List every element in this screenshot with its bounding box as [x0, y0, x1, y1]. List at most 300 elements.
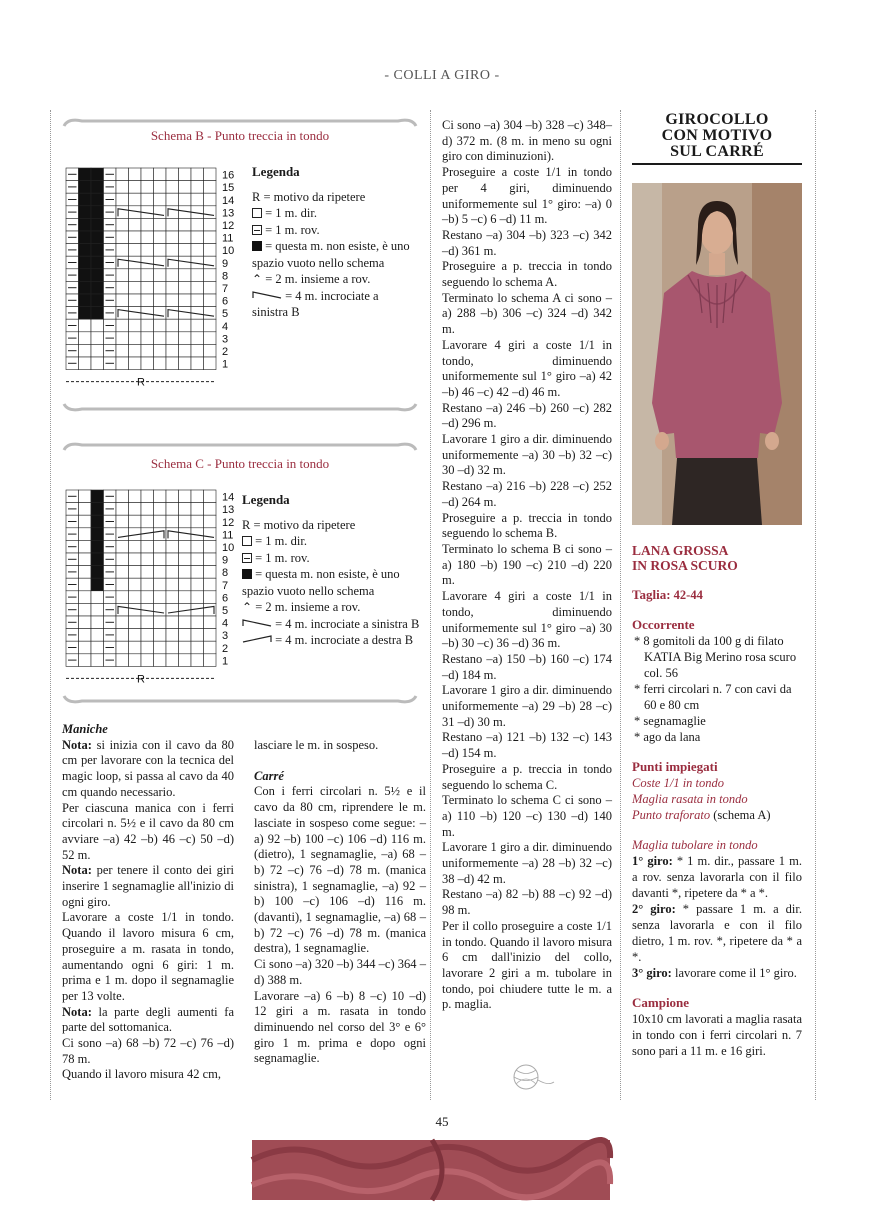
chart-cell — [204, 641, 217, 654]
chart-cell — [91, 566, 104, 579]
legend-item: = 4 m. incrociate a sinistra B — [242, 616, 422, 633]
chart-cell — [79, 181, 92, 194]
chart-cell — [179, 181, 192, 194]
chart-cell — [79, 231, 92, 244]
chart-cell — [91, 319, 104, 332]
chart-cell — [179, 515, 192, 528]
chart-cell — [154, 206, 167, 219]
chart-cell — [79, 218, 92, 231]
chart-cell — [91, 616, 104, 629]
paragraph: Lavorare 1 giro a dir. diminuendo uniformemente –a) 29 –b) 28 –c) 31 –d) 30 m. — [442, 683, 612, 729]
chart-cell — [166, 344, 179, 357]
chart-cell — [91, 654, 104, 667]
paragraph: Lavorare a coste 1/1 in tondo. Quando il lavoro misura 6 cm, proseguire a m. rasata in tondo, aumentando ogni 6 giri: 1 m. prima e 1 m. dopo il segnamaglie per 13 volte. — [62, 910, 234, 1003]
chart-cell — [129, 540, 142, 553]
chart-cell — [91, 553, 104, 566]
chart-cell — [154, 294, 167, 307]
chart-cell — [129, 193, 142, 206]
chart-cell — [116, 193, 129, 206]
chart-cell — [191, 515, 204, 528]
sidebar — [632, 112, 802, 1059]
chart-cell — [79, 503, 92, 516]
chart-cell — [166, 490, 179, 503]
chart-cell — [141, 616, 154, 629]
chart-cell — [141, 244, 154, 257]
chart-cell — [91, 578, 104, 591]
chart-cell — [141, 566, 154, 579]
chart-cell — [179, 654, 192, 667]
chart-cell — [154, 256, 167, 269]
paragraph: Per ciascuna manica con i ferri circolari n. 5½ e il cavo da 80 cm avviare –a) 42 –b) 46 –c) 50 –d) 52 m. — [62, 800, 234, 862]
chart-cell — [91, 490, 104, 503]
legend-item: = questa m. non esiste, è uno spazio vuoto nello schema — [242, 567, 400, 598]
column-rule — [430, 110, 431, 1100]
chart-cell — [166, 218, 179, 231]
chart-cell — [191, 269, 204, 282]
chart-row-number: 7 — [222, 283, 229, 295]
chart-cell — [166, 540, 179, 553]
column-rule — [50, 110, 51, 1100]
chart-cell — [141, 319, 154, 332]
schema-c-chart — [64, 488, 235, 693]
chart-cell — [141, 344, 154, 357]
running-header: - COLLI A GIRO - — [384, 68, 500, 83]
chart-cell — [204, 307, 217, 320]
chart-cell — [91, 193, 104, 206]
chart-cell — [79, 553, 92, 566]
chart-cell — [166, 503, 179, 516]
chart-cell — [154, 503, 167, 516]
chart-cell — [179, 244, 192, 257]
chart-cell — [154, 332, 167, 345]
chart-cell — [91, 307, 104, 320]
chart-cell — [154, 357, 167, 370]
chart-cell — [191, 490, 204, 503]
chart-row-number: 13 — [222, 504, 235, 517]
chart-cell — [91, 218, 104, 231]
chart-cell — [91, 231, 104, 244]
chart-row-number: 6 — [222, 592, 229, 605]
chart-cell — [204, 193, 217, 206]
column-rule — [815, 110, 816, 1100]
schema-b-chart — [64, 166, 235, 396]
chart-cell — [154, 540, 167, 553]
chart-cell — [91, 244, 104, 257]
chart-cell — [166, 629, 179, 642]
chart-cell — [116, 629, 129, 642]
chart-row-number: 2 — [222, 346, 229, 358]
chart-cell — [204, 540, 217, 553]
chart-cell — [116, 294, 129, 307]
chart-cell — [179, 503, 192, 516]
chart-cell — [204, 578, 217, 591]
chart-cell — [179, 641, 192, 654]
legend-title: Legenda — [252, 164, 300, 179]
chart-cell — [191, 553, 204, 566]
legend-item: ⌃ = 2 m. insieme a rov. — [252, 272, 371, 286]
chart-cell — [166, 357, 179, 370]
repeat-label: R — [137, 376, 145, 389]
instruction: 3° giro: lavorare come il 1° giro. — [632, 966, 797, 980]
chart-row-number: 10 — [222, 245, 235, 258]
stitch-item: Coste 1/1 in tondo — [632, 776, 725, 790]
chart-cell — [79, 344, 92, 357]
chart-cell — [79, 269, 92, 282]
chart-cell — [79, 578, 92, 591]
chart-cell — [154, 603, 167, 616]
chart-cell — [141, 193, 154, 206]
chart-cell — [116, 566, 129, 579]
knit-texture-photo — [252, 1140, 610, 1200]
paragraph: Con i ferri circolari n. 5½ e il cavo da 80 cm, riprendere le m. lasciate in sospeso come segue: –a) 92 –b) 100 –c) 106 –d) 116 m. (dietro), 1 segnamaglie, –a) 68 –b) 72 –c) 76 –d) 78 m. (manica sinistra), 1 segnamaglie, –a) 92 –b) 100 –c) 106 –d) 116 m. (davanti), 1 segnamaglie, –a) 68 –b) 72 –c) 76 –d) 78 m. (manica destra), 1 segnamaglie. — [254, 784, 426, 956]
chart-cell — [116, 269, 129, 282]
chart-cell — [116, 168, 129, 181]
chart-cell — [129, 553, 142, 566]
stitch-item: Maglia rasata in tondo — [632, 792, 748, 806]
paragraph: Nota: la parte degli aumenti fa parte del sottomanica. — [62, 1004, 234, 1035]
chart-cell — [166, 654, 179, 667]
chart-cell — [91, 357, 104, 370]
paragraph: Restano –a) 304 –b) 323 –c) 342 –d) 361 m. — [442, 227, 612, 258]
chart-row-number: 12 — [222, 220, 235, 232]
chart-cell — [154, 515, 167, 528]
chart-cell — [154, 616, 167, 629]
paragraph: Nota: si inizia con il cavo da 80 cm per lavorare con la tecnica del magic loop, si passa al cavo da 40 cm quando necessario. — [62, 737, 234, 799]
chart-row-number: 3 — [222, 333, 229, 346]
chart-cell — [116, 357, 129, 370]
chart-cell — [179, 168, 192, 181]
chart-cell — [91, 344, 104, 357]
chart-row-number: 10 — [222, 542, 235, 554]
gauge-text: 10x10 cm lavorati a maglia rasata in tondo con i ferri circolari n. 7 sono pari a 11 m. e 16 giri. — [632, 1012, 802, 1058]
chart-cell — [204, 528, 217, 541]
chart-cell — [166, 603, 179, 616]
chart-cell — [191, 244, 204, 257]
chart-cell — [179, 344, 192, 357]
scroll-divider-top — [62, 440, 418, 452]
list-item: * segnamaglie — [634, 714, 706, 728]
chart-cell — [179, 357, 192, 370]
chart-cell — [179, 578, 192, 591]
paragraph: Terminato lo schema B ci sono –a) 180 –b) 190 –c) 210 –d) 220 m. — [442, 541, 612, 588]
chart-cell — [79, 616, 92, 629]
chart-cell — [79, 357, 92, 370]
chart-cell — [166, 578, 179, 591]
chart-cell — [166, 332, 179, 345]
chart-cell — [79, 193, 92, 206]
chart-row-number: 1 — [222, 655, 229, 668]
chart-row-number: 4 — [222, 320, 229, 333]
list-item: * ago da lana — [634, 730, 701, 744]
chart-cell — [204, 654, 217, 667]
chart-cell — [91, 332, 104, 345]
chart-cell — [116, 319, 129, 332]
chart-row-number: 12 — [222, 516, 235, 529]
chart-cell — [91, 206, 104, 219]
chart-cell — [204, 566, 217, 579]
chart-cell — [191, 344, 204, 357]
paragraph: Per il collo proseguire a coste 1/1 in tondo. Quando il lavoro misura 6 cm dall'inizio del collo, lavorare 2 giri a m. tubolare in tondo, poi chiudere tutte le m. a p. maglia. — [442, 918, 612, 1012]
chart-cell — [116, 344, 129, 357]
chart-cell — [129, 641, 142, 654]
chart-cell — [91, 629, 104, 642]
chart-cell — [129, 319, 142, 332]
chart-cell — [166, 181, 179, 194]
chart-cell — [179, 490, 192, 503]
chart-cell — [91, 528, 104, 541]
chart-cell — [116, 281, 129, 294]
chart-cell — [204, 490, 217, 503]
chart-cell — [204, 244, 217, 257]
chart-cell — [79, 540, 92, 553]
paragraph: Proseguire a p. treccia in tondo seguendo lo schema A. — [442, 259, 612, 290]
chart-cell — [91, 540, 104, 553]
chart-cell — [204, 319, 217, 332]
legend-item: R = motivo da ripetere — [242, 517, 356, 532]
chart-cell — [116, 244, 129, 257]
schema-c-title: Schema C - Punto treccia in tondo — [150, 456, 330, 471]
chart-cell — [129, 231, 142, 244]
paragraph: Lavorare 4 giri a coste 1/1 in tondo, diminuendo uniformemente sul 1° giro –a) 30 –b) 30 –c) 36 –d) 36 m. — [442, 589, 612, 651]
chart-cell — [129, 281, 142, 294]
chart-cell — [91, 181, 104, 194]
paragraph: lasciare le m. in sospeso. — [254, 738, 379, 752]
chart-cell — [154, 654, 167, 667]
instruction: 1° giro: * 1 m. dir., passare 1 m. a rov. senza lavorarla con il filo davanti *, ripetere da * a *. — [632, 854, 802, 900]
chart-cell — [116, 490, 129, 503]
chart-cell — [179, 629, 192, 642]
chart-row-number: 13 — [222, 207, 235, 220]
chart-cell — [191, 566, 204, 579]
chart-cell — [129, 578, 142, 591]
chart-cell — [129, 629, 142, 642]
paragraph: Restano –a) 82 –b) 88 –c) 92 –d) 98 m. — [442, 887, 612, 918]
chart-cell — [204, 281, 217, 294]
chart-cell — [79, 490, 92, 503]
yarn-ball-ornament — [496, 1062, 556, 1092]
chart-cell — [191, 281, 204, 294]
chart-cell — [166, 244, 179, 257]
chart-cell — [79, 629, 92, 642]
paragraph: Restano –a) 246 –b) 260 –c) 282 –d) 296 m. — [442, 400, 612, 431]
chart-cell — [179, 591, 192, 604]
chart-cell — [141, 269, 154, 282]
chart-cell — [166, 553, 179, 566]
chart-cell — [91, 256, 104, 269]
chart-cell — [166, 515, 179, 528]
chart-cell — [129, 654, 142, 667]
chart-cell — [166, 193, 179, 206]
paragraph: Nota: per tenere il conto dei giri inserire 1 segnamaglie all'inizio di ogni giro. — [62, 863, 234, 909]
chart-cell — [79, 319, 92, 332]
repeat-label: R — [137, 673, 145, 686]
paragraph: Lavorare 4 giri a coste 1/1 in tondo, diminuendo uniformemente sul 1° giro –a) 42 –b) 46 –c) 42 –d) 46 m. — [442, 337, 612, 399]
chart-cell — [79, 591, 92, 604]
section-heading: Maniche — [62, 722, 108, 736]
chart-row-number: 9 — [222, 257, 229, 270]
chart-cell — [91, 281, 104, 294]
chart-cell — [141, 218, 154, 231]
chart-cell — [141, 629, 154, 642]
chart-cell — [79, 256, 92, 269]
chart-cell — [179, 332, 192, 345]
chart-cell — [91, 503, 104, 516]
chart-cell — [191, 591, 204, 604]
chart-cell — [141, 168, 154, 181]
chart-cell — [179, 553, 192, 566]
chart-cell — [204, 616, 217, 629]
chart-cell — [204, 503, 217, 516]
chart-cell — [191, 168, 204, 181]
chart-cell — [154, 168, 167, 181]
paragraph: Terminato lo schema C ci sono –a) 110 –b) 120 –c) 130 –d) 140 m. — [442, 793, 612, 839]
chart-cell — [191, 654, 204, 667]
paragraph: Proseguire a p. treccia in tondo seguendo lo schema B. — [442, 510, 612, 541]
chart-cell — [191, 181, 204, 194]
chart-cell — [116, 528, 129, 541]
chart-cell — [166, 168, 179, 181]
chart-row-number: 15 — [222, 182, 235, 195]
chart-cell — [179, 193, 192, 206]
text-column-3 — [442, 118, 612, 1013]
chart-cell — [154, 553, 167, 566]
chart-cell — [154, 181, 167, 194]
chart-cell — [129, 168, 142, 181]
chart-cell — [191, 629, 204, 642]
legend-item: = questa m. non esiste, è uno spazio vuoto nello schema — [252, 239, 410, 270]
chart-cell — [141, 654, 154, 667]
tubolare-heading: Maglia tubolare in tondo — [632, 838, 758, 852]
chart-cell — [204, 344, 217, 357]
chart-cell — [166, 616, 179, 629]
legend-item: = 1 m. dir. — [252, 205, 417, 222]
chart-row-number: 11 — [222, 232, 234, 245]
chart-cell — [141, 231, 154, 244]
chart-cell — [191, 641, 204, 654]
chart-row-number: 16 — [222, 169, 235, 182]
chart-cell — [141, 578, 154, 591]
chart-row-number: 14 — [222, 491, 235, 504]
chart-cell — [166, 281, 179, 294]
chart-cell — [79, 294, 92, 307]
chart-cell — [204, 269, 217, 282]
chart-cell — [116, 591, 129, 604]
chart-cell — [154, 244, 167, 257]
chart-cell — [116, 515, 129, 528]
chart-cell — [204, 256, 217, 269]
chart-cell — [191, 218, 204, 231]
chart-cell — [129, 344, 142, 357]
chart-cell — [154, 566, 167, 579]
chart-cell — [91, 641, 104, 654]
schema-c-panel — [62, 440, 418, 710]
chart-cell — [179, 231, 192, 244]
chart-cell — [91, 269, 104, 282]
size-line: Taglia: 42-44 — [632, 587, 703, 602]
chart-cell — [129, 332, 142, 345]
chart-cell — [204, 553, 217, 566]
paragraph: Restano –a) 121 –b) 132 –c) 143 –d) 154 m. — [442, 730, 612, 761]
chart-cell — [204, 218, 217, 231]
chart-cell — [79, 515, 92, 528]
chart-cell — [141, 641, 154, 654]
chart-cell — [191, 332, 204, 345]
occorrente-heading: Occorrente — [632, 617, 695, 632]
chart-cell — [141, 181, 154, 194]
chart-cell — [116, 218, 129, 231]
chart-cell — [204, 168, 217, 181]
chart-cell — [79, 281, 92, 294]
chart-cell — [129, 357, 142, 370]
chart-cell — [204, 206, 217, 219]
legend-item: = 4 m. incrociate a sinistra B — [252, 288, 379, 319]
column-rule — [620, 110, 621, 1100]
section-heading: Carré — [254, 768, 284, 783]
chart-row-number: 5 — [222, 605, 229, 617]
chart-cell — [141, 281, 154, 294]
chart-cell — [179, 294, 192, 307]
paragraph: Terminato lo schema A ci sono –a) 288 –b) 306 –c) 324 –d) 342 m. — [442, 290, 612, 337]
paragraph: Quando il lavoro misura 42 cm, — [62, 1067, 221, 1082]
chart-row-number: 7 — [222, 579, 229, 592]
chart-row-number: 3 — [222, 630, 229, 643]
chart-row-number: 11 — [222, 529, 234, 542]
chart-cell — [141, 490, 154, 503]
chart-cell — [166, 231, 179, 244]
chart-row-number: 14 — [222, 194, 235, 207]
chart-cell — [154, 307, 167, 320]
chart-row-number: 6 — [222, 295, 229, 308]
chart-cell — [129, 591, 142, 604]
chart-cell — [154, 231, 167, 244]
schema-c-legend — [242, 492, 422, 649]
chart-cell — [154, 641, 167, 654]
legend-item: ⌃ = 2 m. insieme a rov. — [242, 600, 361, 614]
chart-cell — [179, 616, 192, 629]
paragraph: Lavorare –a) 6 –b) 8 –c) 10 –d) 12 giri a m. rasata in tondo diminuendo nel corso del 3° e 6° giro 1 m. prima e dopo ogni segnamaglie. — [254, 988, 426, 1066]
scroll-divider-bottom — [62, 402, 418, 416]
chart-cell — [129, 218, 142, 231]
chart-cell — [116, 654, 129, 667]
chart-cell — [191, 540, 204, 553]
chart-cell — [166, 319, 179, 332]
chart-cell — [154, 319, 167, 332]
chart-cell — [204, 294, 217, 307]
chart-cell — [141, 540, 154, 553]
chart-cell — [179, 319, 192, 332]
chart-cell — [79, 654, 92, 667]
schema-b-title: Schema B - Punto treccia in tondo — [150, 128, 330, 143]
chart-cell — [116, 578, 129, 591]
chart-cell — [141, 503, 154, 516]
chart-cell — [166, 641, 179, 654]
chart-cell — [79, 566, 92, 579]
chart-row-number: 8 — [222, 567, 229, 580]
chart-cell — [91, 294, 104, 307]
chart-cell — [129, 294, 142, 307]
chart-cell — [191, 503, 204, 516]
legend-item: = 1 m. dir. — [242, 533, 422, 550]
chart-cell — [204, 181, 217, 194]
chart-cell — [204, 629, 217, 642]
chart-cell — [116, 540, 129, 553]
chart-cell — [154, 490, 167, 503]
chart-cell — [79, 244, 92, 257]
legend-item: = 4 m. incrociate a destra B — [242, 632, 422, 649]
chart-cell — [204, 357, 217, 370]
chart-cell — [79, 528, 92, 541]
chart-cell — [191, 616, 204, 629]
